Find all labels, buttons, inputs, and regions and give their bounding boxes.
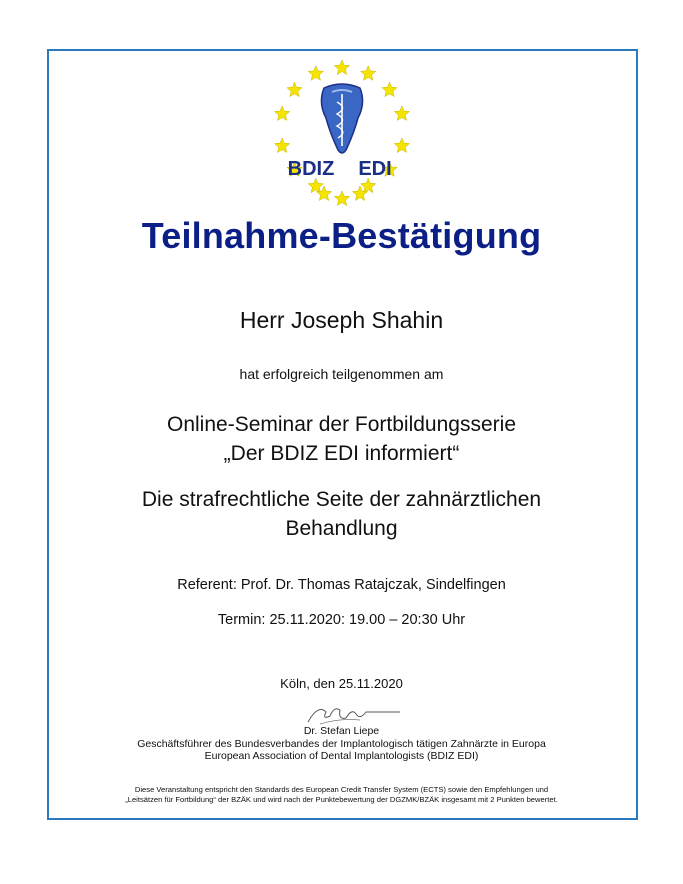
- star-icon: [394, 106, 409, 120]
- topic-line-2: Behandlung: [285, 517, 398, 540]
- series-line-1: Online-Seminar der Fortbildungsserie: [167, 413, 516, 436]
- seminar-series: [0, 410, 683, 468]
- star-icon: [308, 178, 323, 192]
- star-icon: [361, 66, 376, 80]
- star-icon: [361, 178, 376, 192]
- signer-role-1: Geschäftsführer des Bundesverbandes der Implantologisch tätigen Zahnärzte in Europa: [137, 738, 546, 750]
- star-icon: [308, 66, 323, 80]
- footer-note-2: „Leitsätzen für Fortbildung“ der BZÄK und wird nach der Punktebewertung der DGZMK/BZÄK insgesamt mit 2 Punkten bewertet.: [125, 795, 558, 804]
- appointment-line: Termin: 25.11.2020: 19.00 – 20:30 Uhr: [217, 612, 466, 628]
- certificate-title: Teilnahme-Bestätigung: [141, 215, 542, 256]
- seminar-topic: [0, 485, 683, 543]
- star-icon: [394, 138, 409, 152]
- intro-text: hat erfolgreich teilgenommen am: [239, 366, 444, 382]
- star-icon: [275, 138, 290, 152]
- logo-text-left: BDIZ: [287, 158, 335, 180]
- star-icon: [334, 191, 349, 205]
- speaker-line: Referent: Prof. Dr. Thomas Ratajczak, Sindelfingen: [177, 577, 506, 593]
- star-icon: [382, 82, 397, 96]
- participant-name: Herr Joseph Shahin: [239, 307, 444, 333]
- signer-name: Dr. Stefan Liepe: [303, 725, 380, 737]
- logo-text-right: EDI: [358, 158, 392, 180]
- bdiz-edi-logo: [262, 58, 422, 208]
- star-icon: [334, 60, 349, 74]
- signer-role-2: European Association of Dental Implantologists (BDIZ EDI): [204, 750, 479, 762]
- topic-line-1: Die strafrechtliche Seite der zahnärztlichen: [141, 488, 542, 511]
- star-icon: [287, 82, 302, 96]
- footer-note-1: Diese Veranstaltung entspricht den Standards des European Credit Transfer System (ECTS) sowie den Empfehlungen und: [134, 785, 549, 794]
- handwritten-signature: [300, 698, 410, 728]
- series-line-2: „Der BDIZ EDI informiert“: [223, 442, 460, 465]
- place-date: Köln, den 25.11.2020: [280, 676, 403, 691]
- star-icon: [275, 106, 290, 120]
